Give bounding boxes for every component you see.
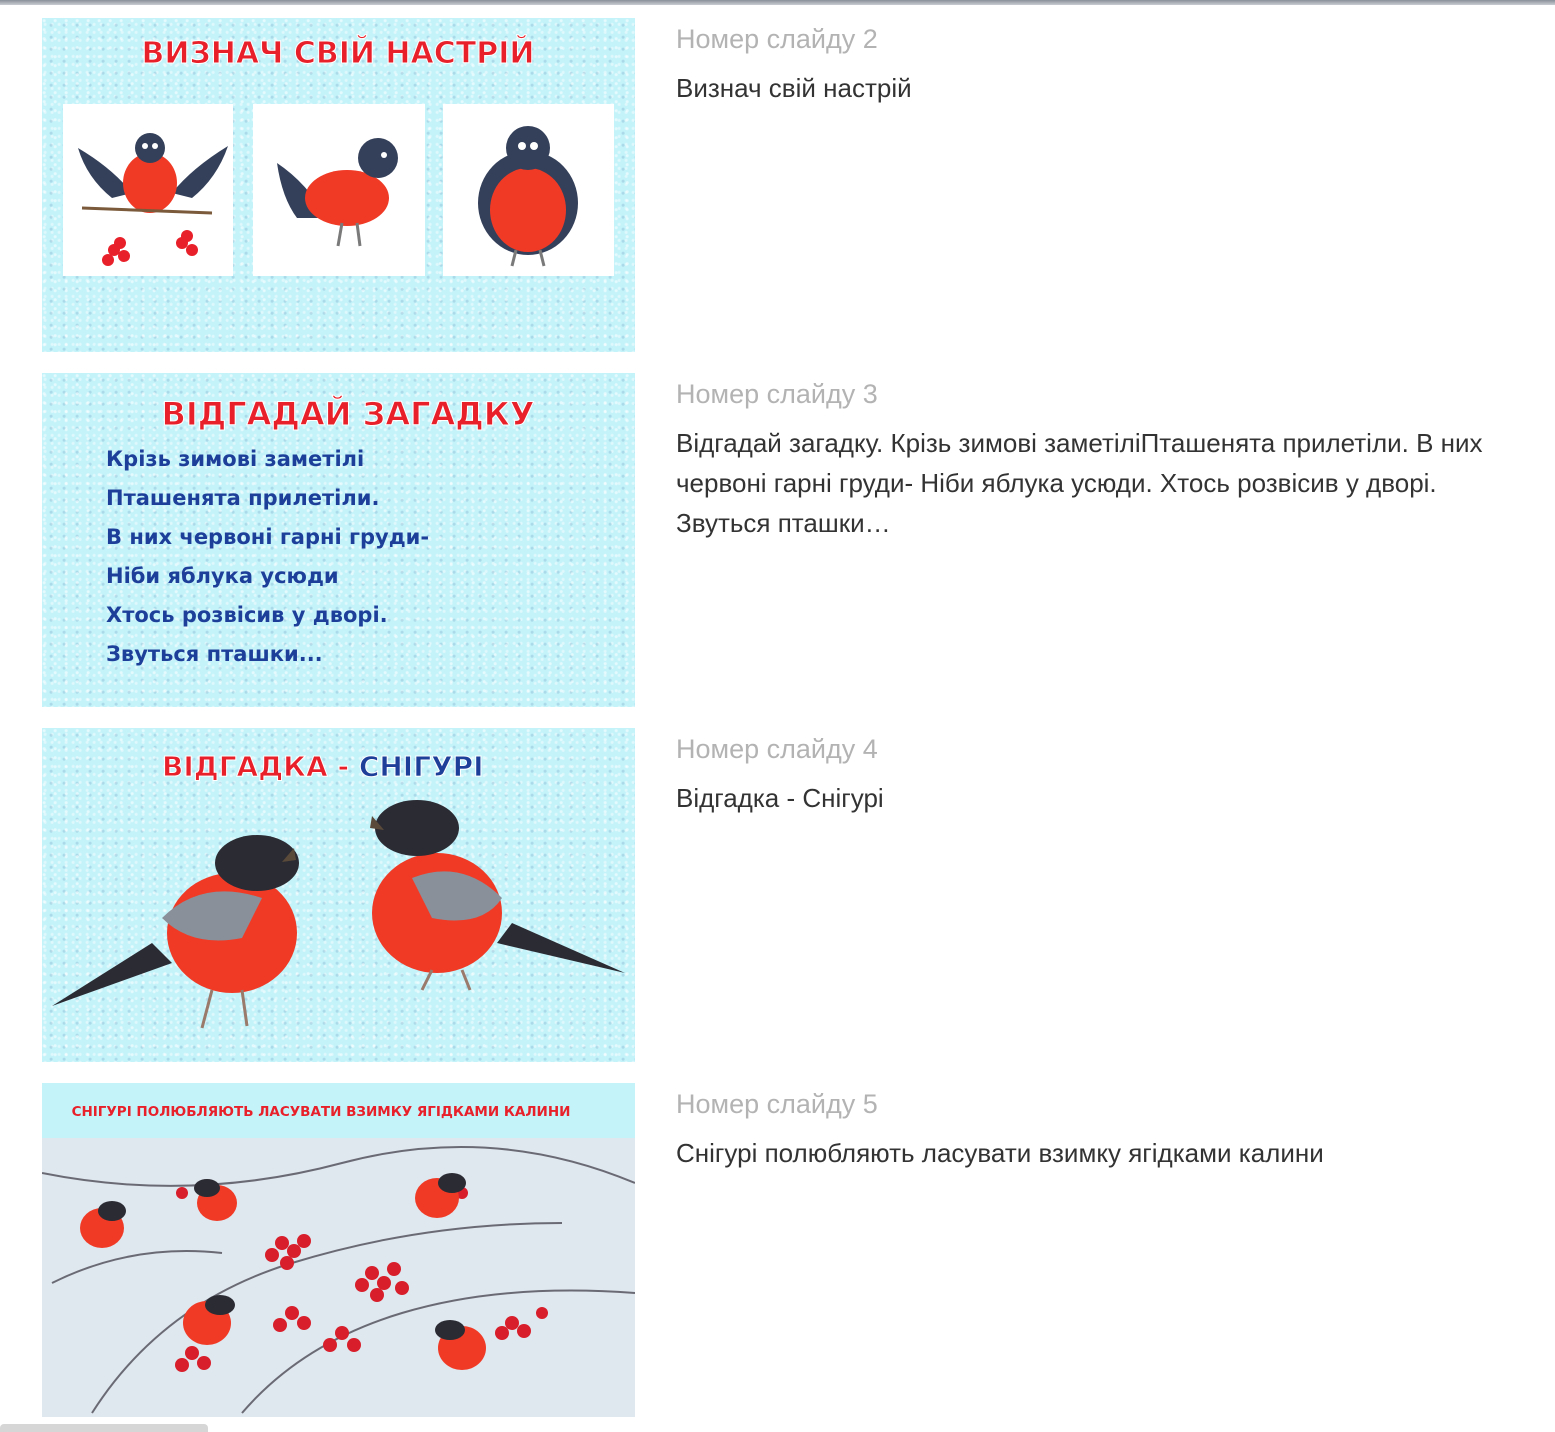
slide-thumbnail-5[interactable] (42, 1083, 635, 1417)
slide-thumbnail-2[interactable] (42, 18, 635, 352)
riddle-line-1: Крізь зимові заметілі (106, 447, 365, 471)
slide-3-illustration (42, 373, 635, 707)
slide-4-thumb-title (162, 750, 484, 783)
horizontal-scrollbar-thumb[interactable] (0, 1424, 208, 1432)
slide-description: Відгадай загадку. Крізь зимові заметіліПташенята прилетіли. В них червоні гарні груди- Ніби яблука усюди. Хтось розвісив у дворі. Звуться пташки… (676, 428, 1483, 538)
slide-number-label: Номер слайду 5 (676, 1089, 878, 1119)
slide-description: Снігурі полюбляють ласувати взимку ягідками калини (676, 1138, 1324, 1168)
riddle-line-3: В них червоні гарні груди- (106, 525, 430, 549)
slide-4-illustration (42, 728, 635, 1062)
slide-5-thumb-title: СНІГУРІ ПОЛЮБЛЯЮТЬ ЛАСУВАТИ ВЗИМКУ ЯГІДКАМИ КАЛИНИ (71, 1104, 571, 1120)
slide-5-illustration (42, 1083, 635, 1417)
riddle-line-5: Хтось розвісив у дворі. (106, 603, 388, 627)
slide-meta-2 (676, 18, 1516, 108)
winter-photo-background (42, 1138, 635, 1417)
slide-thumbnail-3[interactable] (42, 373, 635, 707)
riddle-line-4: Ніби яблука усюди (106, 564, 339, 588)
answer-label-blue: СНІГУРІ (358, 750, 484, 783)
slide-3-thumb-title: ВІДГАДАЙ ЗАГАДКУ (161, 395, 535, 433)
slide-2-illustration (42, 18, 635, 352)
slide-meta-4 (676, 728, 1516, 818)
slide-number-label: Номер слайду 2 (676, 24, 878, 54)
slide-row-2 (0, 18, 1555, 352)
slide-description: Визнач свій настрій (676, 73, 912, 103)
slide-row-3 (0, 373, 1555, 707)
slide-row-4 (0, 728, 1555, 1062)
slide-number-label: Номер слайду 3 (676, 379, 878, 409)
slide-number-label: Номер слайду 4 (676, 734, 878, 764)
bullfinch-right-icon (370, 800, 625, 990)
bullfinch-left-icon (52, 835, 299, 1028)
slide-meta-3 (676, 373, 1516, 543)
slide-2-thumb-title: ВИЗНАЧ СВІЙ НАСТРІЙ (141, 36, 535, 71)
window-top-edge (0, 0, 1555, 5)
slide-description: Відгадка - Снігурі (676, 783, 884, 813)
riddle-line-6: Звуться пташки... (106, 642, 323, 666)
riddle-line-2: Пташенята прилетіли. (106, 486, 380, 510)
slide-meta-5 (676, 1083, 1516, 1173)
answer-label-red: ВІДГАДКА - (162, 750, 359, 783)
slide-thumbnail-4[interactable] (42, 728, 635, 1062)
slide-row-5 (0, 1083, 1555, 1417)
